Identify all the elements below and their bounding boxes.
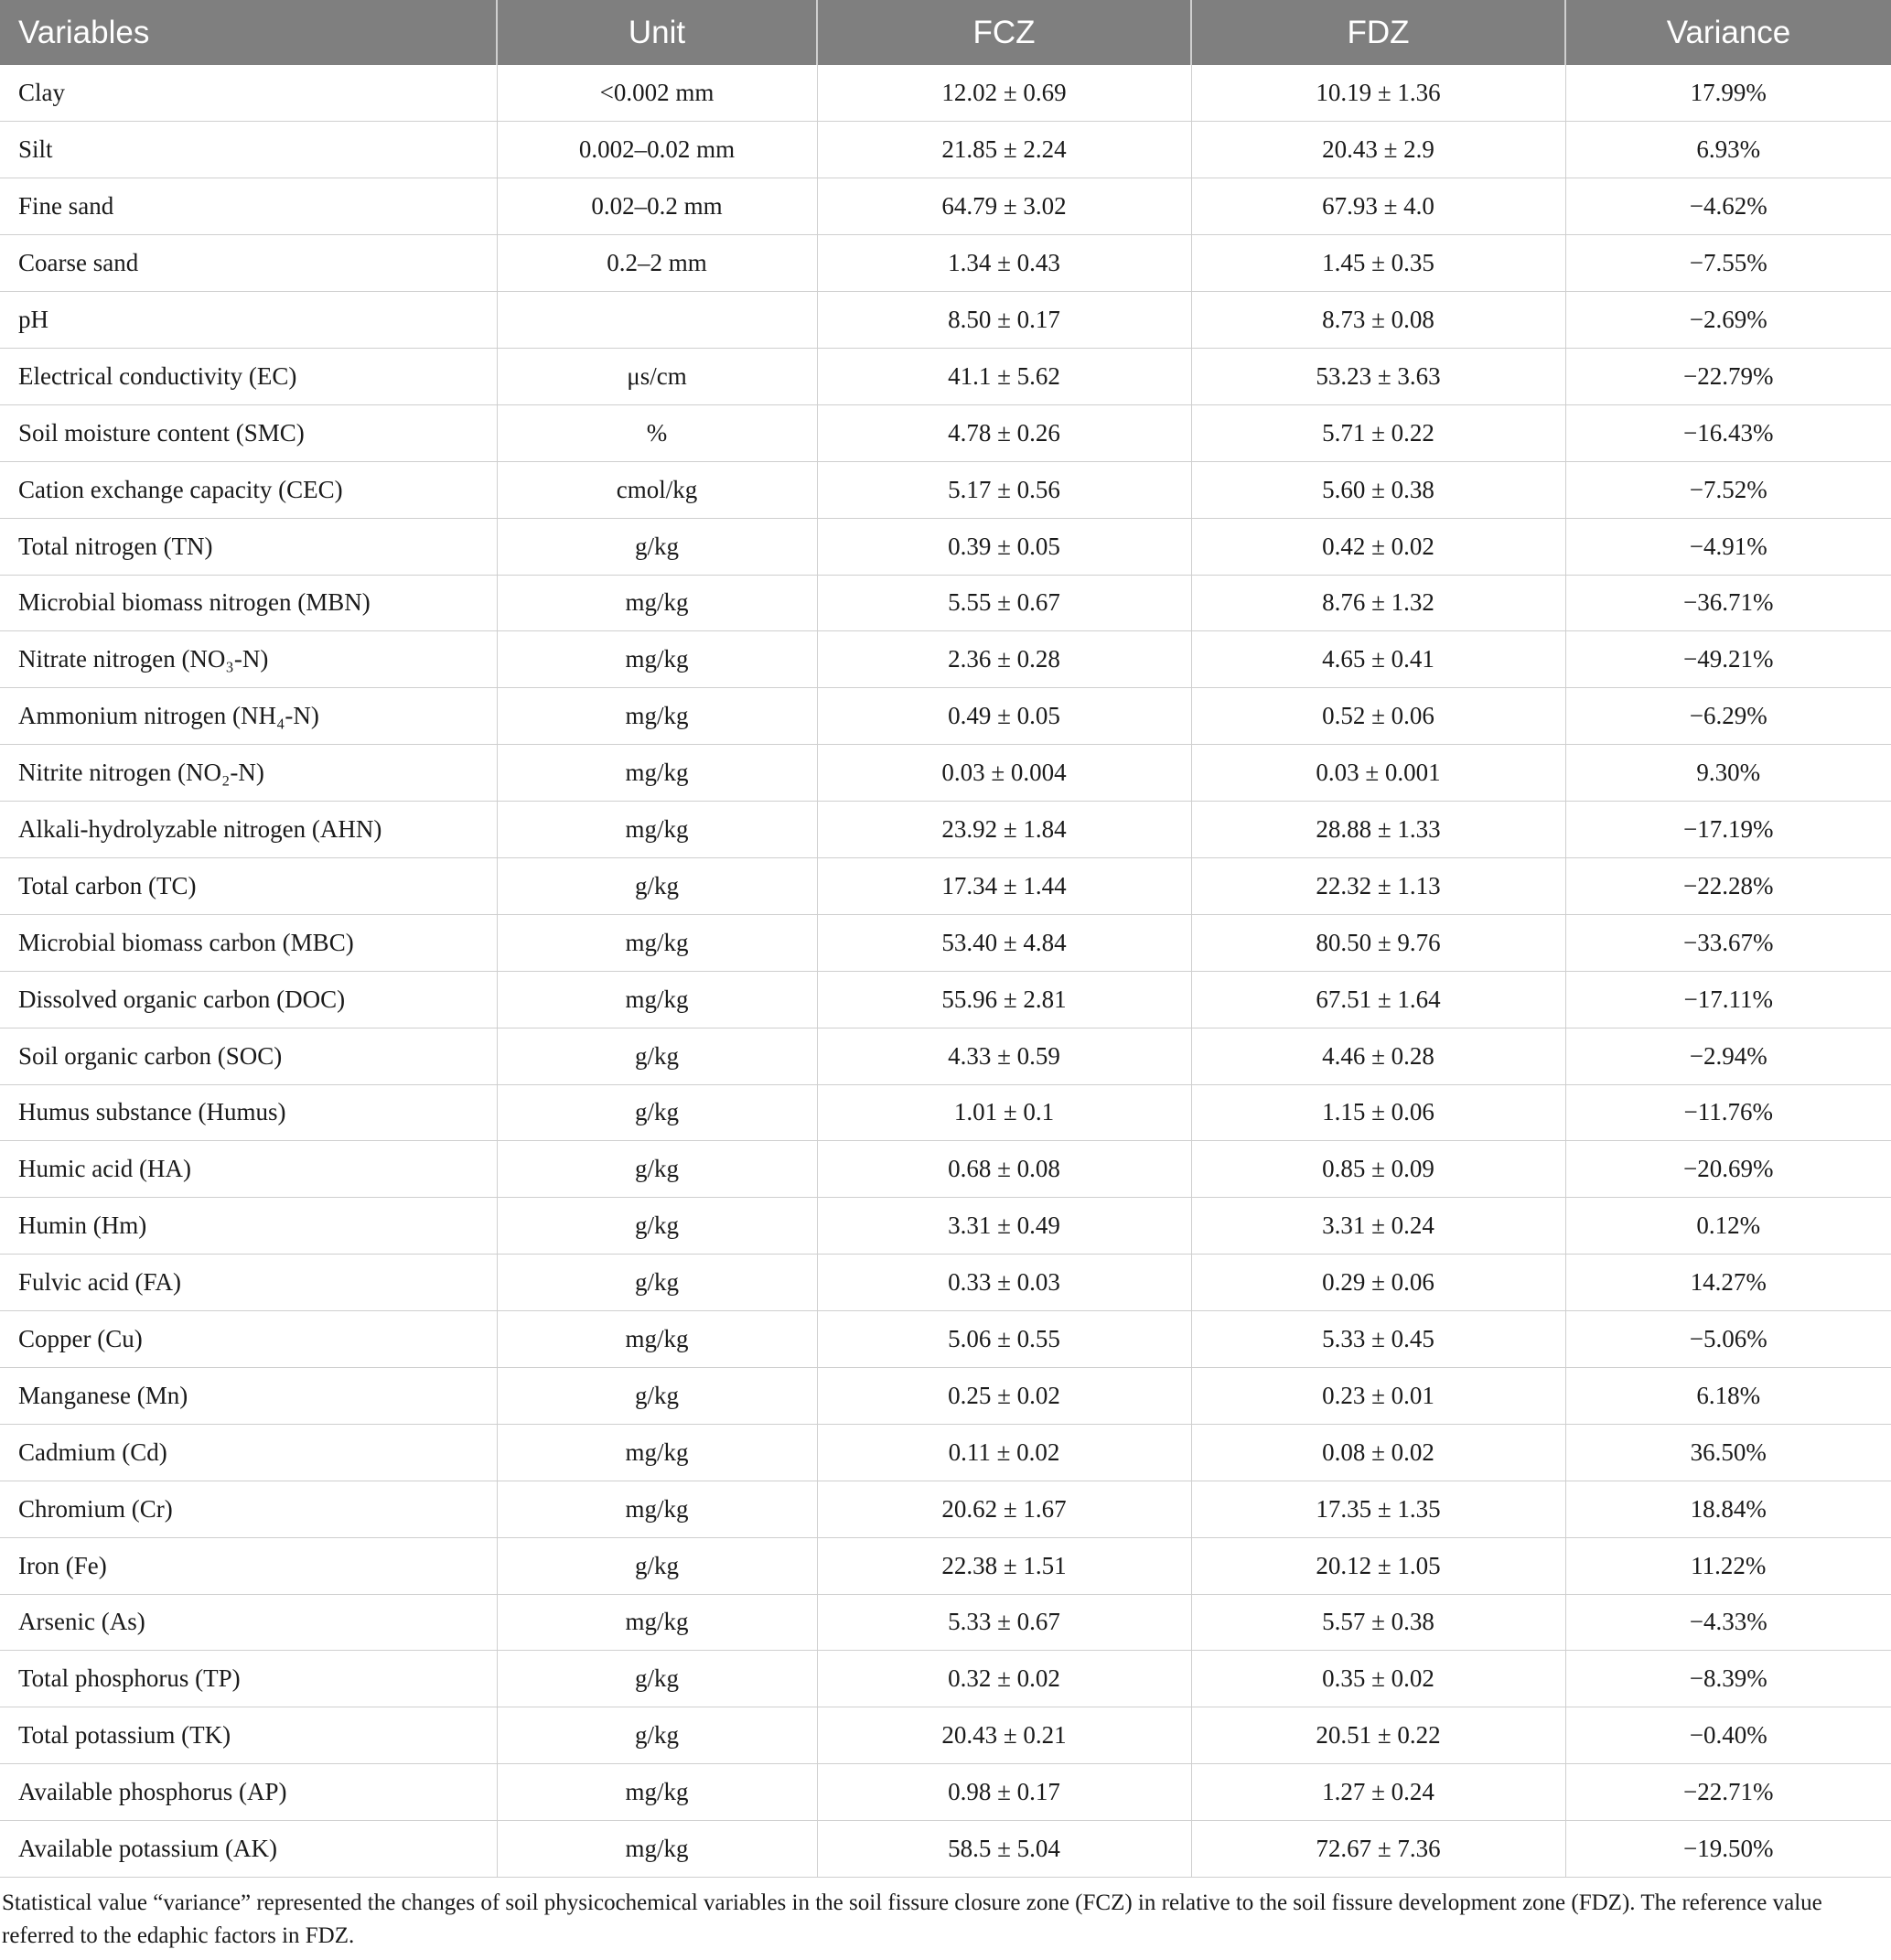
- variance-value: −4.33%: [1565, 1594, 1891, 1651]
- fdz-value: 67.51 ± 1.64: [1191, 971, 1565, 1028]
- unit-cell: mg/kg: [497, 1481, 817, 1537]
- variable-name: Soil organic carbon (SOC): [0, 1028, 497, 1084]
- variable-name: Coarse sand: [0, 235, 497, 292]
- table-footnote: Statistical value “variance” represented the changes of soil physicochemical variables in the soil fissure closure zone (FCZ) in relative to the soil fissure development zone (FDZ). The reference value referred to the edaphic factors in FDZ.: [2, 1890, 1822, 1948]
- fcz-value: 0.25 ± 0.02: [817, 1367, 1191, 1424]
- fcz-value: 20.43 ± 0.21: [817, 1707, 1191, 1764]
- fcz-value: 21.85 ± 2.24: [817, 122, 1191, 178]
- table-row: [0, 575, 1891, 631]
- table-row: [0, 1367, 1891, 1424]
- fdz-value: 20.43 ± 2.9: [1191, 122, 1565, 178]
- unit-cell: g/kg: [497, 1707, 817, 1764]
- variance-value: 0.12%: [1565, 1198, 1891, 1255]
- unit-cell: g/kg: [497, 1537, 817, 1594]
- unit-cell: mg/kg: [497, 745, 817, 802]
- table-header: [0, 0, 1891, 65]
- fcz-value: 20.62 ± 1.67: [817, 1481, 1191, 1537]
- fdz-value: 1.45 ± 0.35: [1191, 235, 1565, 292]
- unit-cell: mg/kg: [497, 688, 817, 745]
- variable-name: Chromium (Cr): [0, 1481, 497, 1537]
- table-row: [0, 1651, 1891, 1707]
- fdz-value: 5.60 ± 0.38: [1191, 461, 1565, 518]
- variable-name: Arsenic (As): [0, 1594, 497, 1651]
- table-row: [0, 1198, 1891, 1255]
- variable-name: Total nitrogen (TN): [0, 518, 497, 575]
- fdz-value: 4.65 ± 0.41: [1191, 631, 1565, 688]
- fcz-value: 3.31 ± 0.49: [817, 1198, 1191, 1255]
- unit-cell: mg/kg: [497, 1594, 817, 1651]
- unit-cell: g/kg: [497, 857, 817, 914]
- variable-name: Humus substance (Humus): [0, 1084, 497, 1141]
- variance-value: −11.76%: [1565, 1084, 1891, 1141]
- unit-cell: cmol/kg: [497, 461, 817, 518]
- fcz-value: 22.38 ± 1.51: [817, 1537, 1191, 1594]
- fdz-value: 1.15 ± 0.06: [1191, 1084, 1565, 1141]
- table-row: [0, 914, 1891, 971]
- unit-cell: mg/kg: [497, 575, 817, 631]
- unit-cell: g/kg: [497, 518, 817, 575]
- unit-cell: μs/cm: [497, 348, 817, 404]
- fdz-value: 0.52 ± 0.06: [1191, 688, 1565, 745]
- fcz-value: 5.55 ± 0.67: [817, 575, 1191, 631]
- table-row: [0, 631, 1891, 688]
- table-row: [0, 1707, 1891, 1764]
- fcz-value: 0.68 ± 0.08: [817, 1141, 1191, 1198]
- unit-cell: %: [497, 404, 817, 461]
- table-row: [0, 292, 1891, 349]
- table-row: [0, 1255, 1891, 1311]
- unit-cell: 0.2–2 mm: [497, 235, 817, 292]
- fcz-value: 8.50 ± 0.17: [817, 292, 1191, 349]
- variance-value: 36.50%: [1565, 1424, 1891, 1481]
- unit-cell: 0.02–0.2 mm: [497, 178, 817, 235]
- unit-cell: g/kg: [497, 1084, 817, 1141]
- variable-name: Copper (Cu): [0, 1311, 497, 1368]
- fdz-value: 28.88 ± 1.33: [1191, 802, 1565, 858]
- fcz-value: 58.5 ± 5.04: [817, 1821, 1191, 1878]
- fdz-value: 5.71 ± 0.22: [1191, 404, 1565, 461]
- fdz-value: 4.46 ± 0.28: [1191, 1028, 1565, 1084]
- variance-value: −7.52%: [1565, 461, 1891, 518]
- variable-name: Humic acid (HA): [0, 1141, 497, 1198]
- variable-name: Fine sand: [0, 178, 497, 235]
- fcz-value: 0.11 ± 0.02: [817, 1424, 1191, 1481]
- variance-value: −17.19%: [1565, 802, 1891, 858]
- table-row: [0, 745, 1891, 802]
- header-variables: Variables: [0, 0, 497, 65]
- table-row: [0, 1311, 1891, 1368]
- fdz-value: 5.33 ± 0.45: [1191, 1311, 1565, 1368]
- variable-name: pH: [0, 292, 497, 349]
- table-row: [0, 518, 1891, 575]
- fdz-value: 3.31 ± 0.24: [1191, 1198, 1565, 1255]
- fdz-value: 0.42 ± 0.02: [1191, 518, 1565, 575]
- variable-name: Fulvic acid (FA): [0, 1255, 497, 1311]
- fdz-value: 17.35 ± 1.35: [1191, 1481, 1565, 1537]
- unit-cell: 0.002–0.02 mm: [497, 122, 817, 178]
- variable-name: Alkali-hydrolyzable nitrogen (AHN): [0, 802, 497, 858]
- table-row: [0, 1481, 1891, 1537]
- variance-value: −4.91%: [1565, 518, 1891, 575]
- table-row: [0, 1028, 1891, 1084]
- variable-name: Microbial biomass nitrogen (MBN): [0, 575, 497, 631]
- variance-value: 17.99%: [1565, 65, 1891, 122]
- variable-name: Iron (Fe): [0, 1537, 497, 1594]
- unit-cell: <0.002 mm: [497, 65, 817, 122]
- unit-cell: mg/kg: [497, 1764, 817, 1821]
- fcz-value: 55.96 ± 2.81: [817, 971, 1191, 1028]
- header-unit: Unit: [497, 0, 817, 65]
- variable-name: Ammonium nitrogen (NH₄-N): [0, 688, 497, 745]
- variance-value: −6.29%: [1565, 688, 1891, 745]
- variance-value: −19.50%: [1565, 1821, 1891, 1878]
- fcz-value: 0.39 ± 0.05: [817, 518, 1191, 575]
- fcz-value: 1.34 ± 0.43: [817, 235, 1191, 292]
- variance-value: 6.18%: [1565, 1367, 1891, 1424]
- variable-name: Microbial biomass carbon (MBC): [0, 914, 497, 971]
- table-row: [0, 1537, 1891, 1594]
- variance-value: −8.39%: [1565, 1651, 1891, 1707]
- unit-cell: mg/kg: [497, 1311, 817, 1368]
- variable-name: Dissolved organic carbon (DOC): [0, 971, 497, 1028]
- header-row: [0, 0, 1891, 65]
- table-row: [0, 1141, 1891, 1198]
- table-row: [0, 235, 1891, 292]
- table-row: [0, 971, 1891, 1028]
- fcz-value: 0.49 ± 0.05: [817, 688, 1191, 745]
- variance-value: −7.55%: [1565, 235, 1891, 292]
- unit-cell: mg/kg: [497, 802, 817, 858]
- fdz-value: 0.35 ± 0.02: [1191, 1651, 1565, 1707]
- variance-value: −16.43%: [1565, 404, 1891, 461]
- fcz-value: 0.03 ± 0.004: [817, 745, 1191, 802]
- variable-name: Cadmium (Cd): [0, 1424, 497, 1481]
- variance-value: −33.67%: [1565, 914, 1891, 971]
- fcz-value: 23.92 ± 1.84: [817, 802, 1191, 858]
- table-row: [0, 1821, 1891, 1878]
- table-row: [0, 857, 1891, 914]
- variance-value: −49.21%: [1565, 631, 1891, 688]
- unit-cell: mg/kg: [497, 1821, 817, 1878]
- variance-value: −22.79%: [1565, 348, 1891, 404]
- table-row: [0, 1764, 1891, 1821]
- fcz-value: 2.36 ± 0.28: [817, 631, 1191, 688]
- variable-name: Electrical conductivity (EC): [0, 348, 497, 404]
- fcz-value: 4.78 ± 0.26: [817, 404, 1191, 461]
- variance-value: 11.22%: [1565, 1537, 1891, 1594]
- fcz-value: 17.34 ± 1.44: [817, 857, 1191, 914]
- unit-cell: mg/kg: [497, 1424, 817, 1481]
- fcz-value: 5.17 ± 0.56: [817, 461, 1191, 518]
- unit-cell: [497, 292, 817, 349]
- fdz-value: 0.23 ± 0.01: [1191, 1367, 1565, 1424]
- variable-name: Silt: [0, 122, 497, 178]
- unit-cell: g/kg: [497, 1367, 817, 1424]
- variance-value: −36.71%: [1565, 575, 1891, 631]
- table-row: [0, 65, 1891, 122]
- unit-cell: mg/kg: [497, 914, 817, 971]
- fdz-value: 80.50 ± 9.76: [1191, 914, 1565, 971]
- variance-value: −17.11%: [1565, 971, 1891, 1028]
- fdz-value: 0.85 ± 0.09: [1191, 1141, 1565, 1198]
- variance-value: −2.69%: [1565, 292, 1891, 349]
- table-row: [0, 688, 1891, 745]
- fcz-value: 53.40 ± 4.84: [817, 914, 1191, 971]
- fcz-value: 41.1 ± 5.62: [817, 348, 1191, 404]
- table-row: [0, 461, 1891, 518]
- variance-value: −4.62%: [1565, 178, 1891, 235]
- fcz-value: 4.33 ± 0.59: [817, 1028, 1191, 1084]
- variable-name: Available phosphorus (AP): [0, 1764, 497, 1821]
- fdz-value: 5.57 ± 0.38: [1191, 1594, 1565, 1651]
- unit-cell: g/kg: [497, 1255, 817, 1311]
- variance-value: −5.06%: [1565, 1311, 1891, 1368]
- variance-value: 6.93%: [1565, 122, 1891, 178]
- variable-name: Manganese (Mn): [0, 1367, 497, 1424]
- fcz-value: 1.01 ± 0.1: [817, 1084, 1191, 1141]
- fcz-value: 0.98 ± 0.17: [817, 1764, 1191, 1821]
- table-row: [0, 1424, 1891, 1481]
- unit-cell: g/kg: [497, 1028, 817, 1084]
- unit-cell: g/kg: [497, 1198, 817, 1255]
- fcz-value: 5.06 ± 0.55: [817, 1311, 1191, 1368]
- fdz-value: 0.29 ± 0.06: [1191, 1255, 1565, 1311]
- unit-cell: g/kg: [497, 1141, 817, 1198]
- fdz-value: 20.51 ± 0.22: [1191, 1707, 1565, 1764]
- table-row: [0, 802, 1891, 858]
- variance-value: 9.30%: [1565, 745, 1891, 802]
- header-fcz: FCZ: [817, 0, 1191, 65]
- fcz-value: 12.02 ± 0.69: [817, 65, 1191, 122]
- variable-name: Nitrite nitrogen (NO₂-N): [0, 745, 497, 802]
- fdz-value: 53.23 ± 3.63: [1191, 348, 1565, 404]
- fdz-value: 20.12 ± 1.05: [1191, 1537, 1565, 1594]
- variance-value: 18.84%: [1565, 1481, 1891, 1537]
- table-body: [0, 65, 1891, 1878]
- variable-name: Cation exchange capacity (CEC): [0, 461, 497, 518]
- table-row: [0, 404, 1891, 461]
- unit-cell: mg/kg: [497, 971, 817, 1028]
- fdz-value: 72.67 ± 7.36: [1191, 1821, 1565, 1878]
- variable-name: Total carbon (TC): [0, 857, 497, 914]
- variable-name: Available potassium (AK): [0, 1821, 497, 1878]
- fcz-value: 0.33 ± 0.03: [817, 1255, 1191, 1311]
- fdz-value: 1.27 ± 0.24: [1191, 1764, 1565, 1821]
- header-fdz: FDZ: [1191, 0, 1565, 65]
- fdz-value: 8.73 ± 0.08: [1191, 292, 1565, 349]
- fdz-value: 10.19 ± 1.36: [1191, 65, 1565, 122]
- fdz-value: 8.76 ± 1.32: [1191, 575, 1565, 631]
- fdz-value: 0.03 ± 0.001: [1191, 745, 1565, 802]
- fdz-value: 22.32 ± 1.13: [1191, 857, 1565, 914]
- fcz-value: 0.32 ± 0.02: [817, 1651, 1191, 1707]
- fdz-value: 0.08 ± 0.02: [1191, 1424, 1565, 1481]
- variable-name: Total phosphorus (TP): [0, 1651, 497, 1707]
- variance-value: −2.94%: [1565, 1028, 1891, 1084]
- variance-value: 14.27%: [1565, 1255, 1891, 1311]
- variance-value: −22.28%: [1565, 857, 1891, 914]
- fcz-value: 64.79 ± 3.02: [817, 178, 1191, 235]
- variance-value: −0.40%: [1565, 1707, 1891, 1764]
- fdz-value: 67.93 ± 4.0: [1191, 178, 1565, 235]
- variable-name: Clay: [0, 65, 497, 122]
- table-row: [0, 1084, 1891, 1141]
- variable-name: Soil moisture content (SMC): [0, 404, 497, 461]
- fcz-value: 5.33 ± 0.67: [817, 1594, 1191, 1651]
- variable-name: Humin (Hm): [0, 1198, 497, 1255]
- table-row: [0, 178, 1891, 235]
- unit-cell: g/kg: [497, 1651, 817, 1707]
- variance-value: −20.69%: [1565, 1141, 1891, 1198]
- table-row: [0, 122, 1891, 178]
- variable-name: Total potassium (TK): [0, 1707, 497, 1764]
- header-variance: Variance: [1666, 14, 1791, 50]
- variance-value: −22.71%: [1565, 1764, 1891, 1821]
- table-row: [0, 1594, 1891, 1651]
- variable-name: Nitrate nitrogen (NO₃-N): [0, 631, 497, 688]
- unit-cell: mg/kg: [497, 631, 817, 688]
- table-row: [0, 348, 1891, 404]
